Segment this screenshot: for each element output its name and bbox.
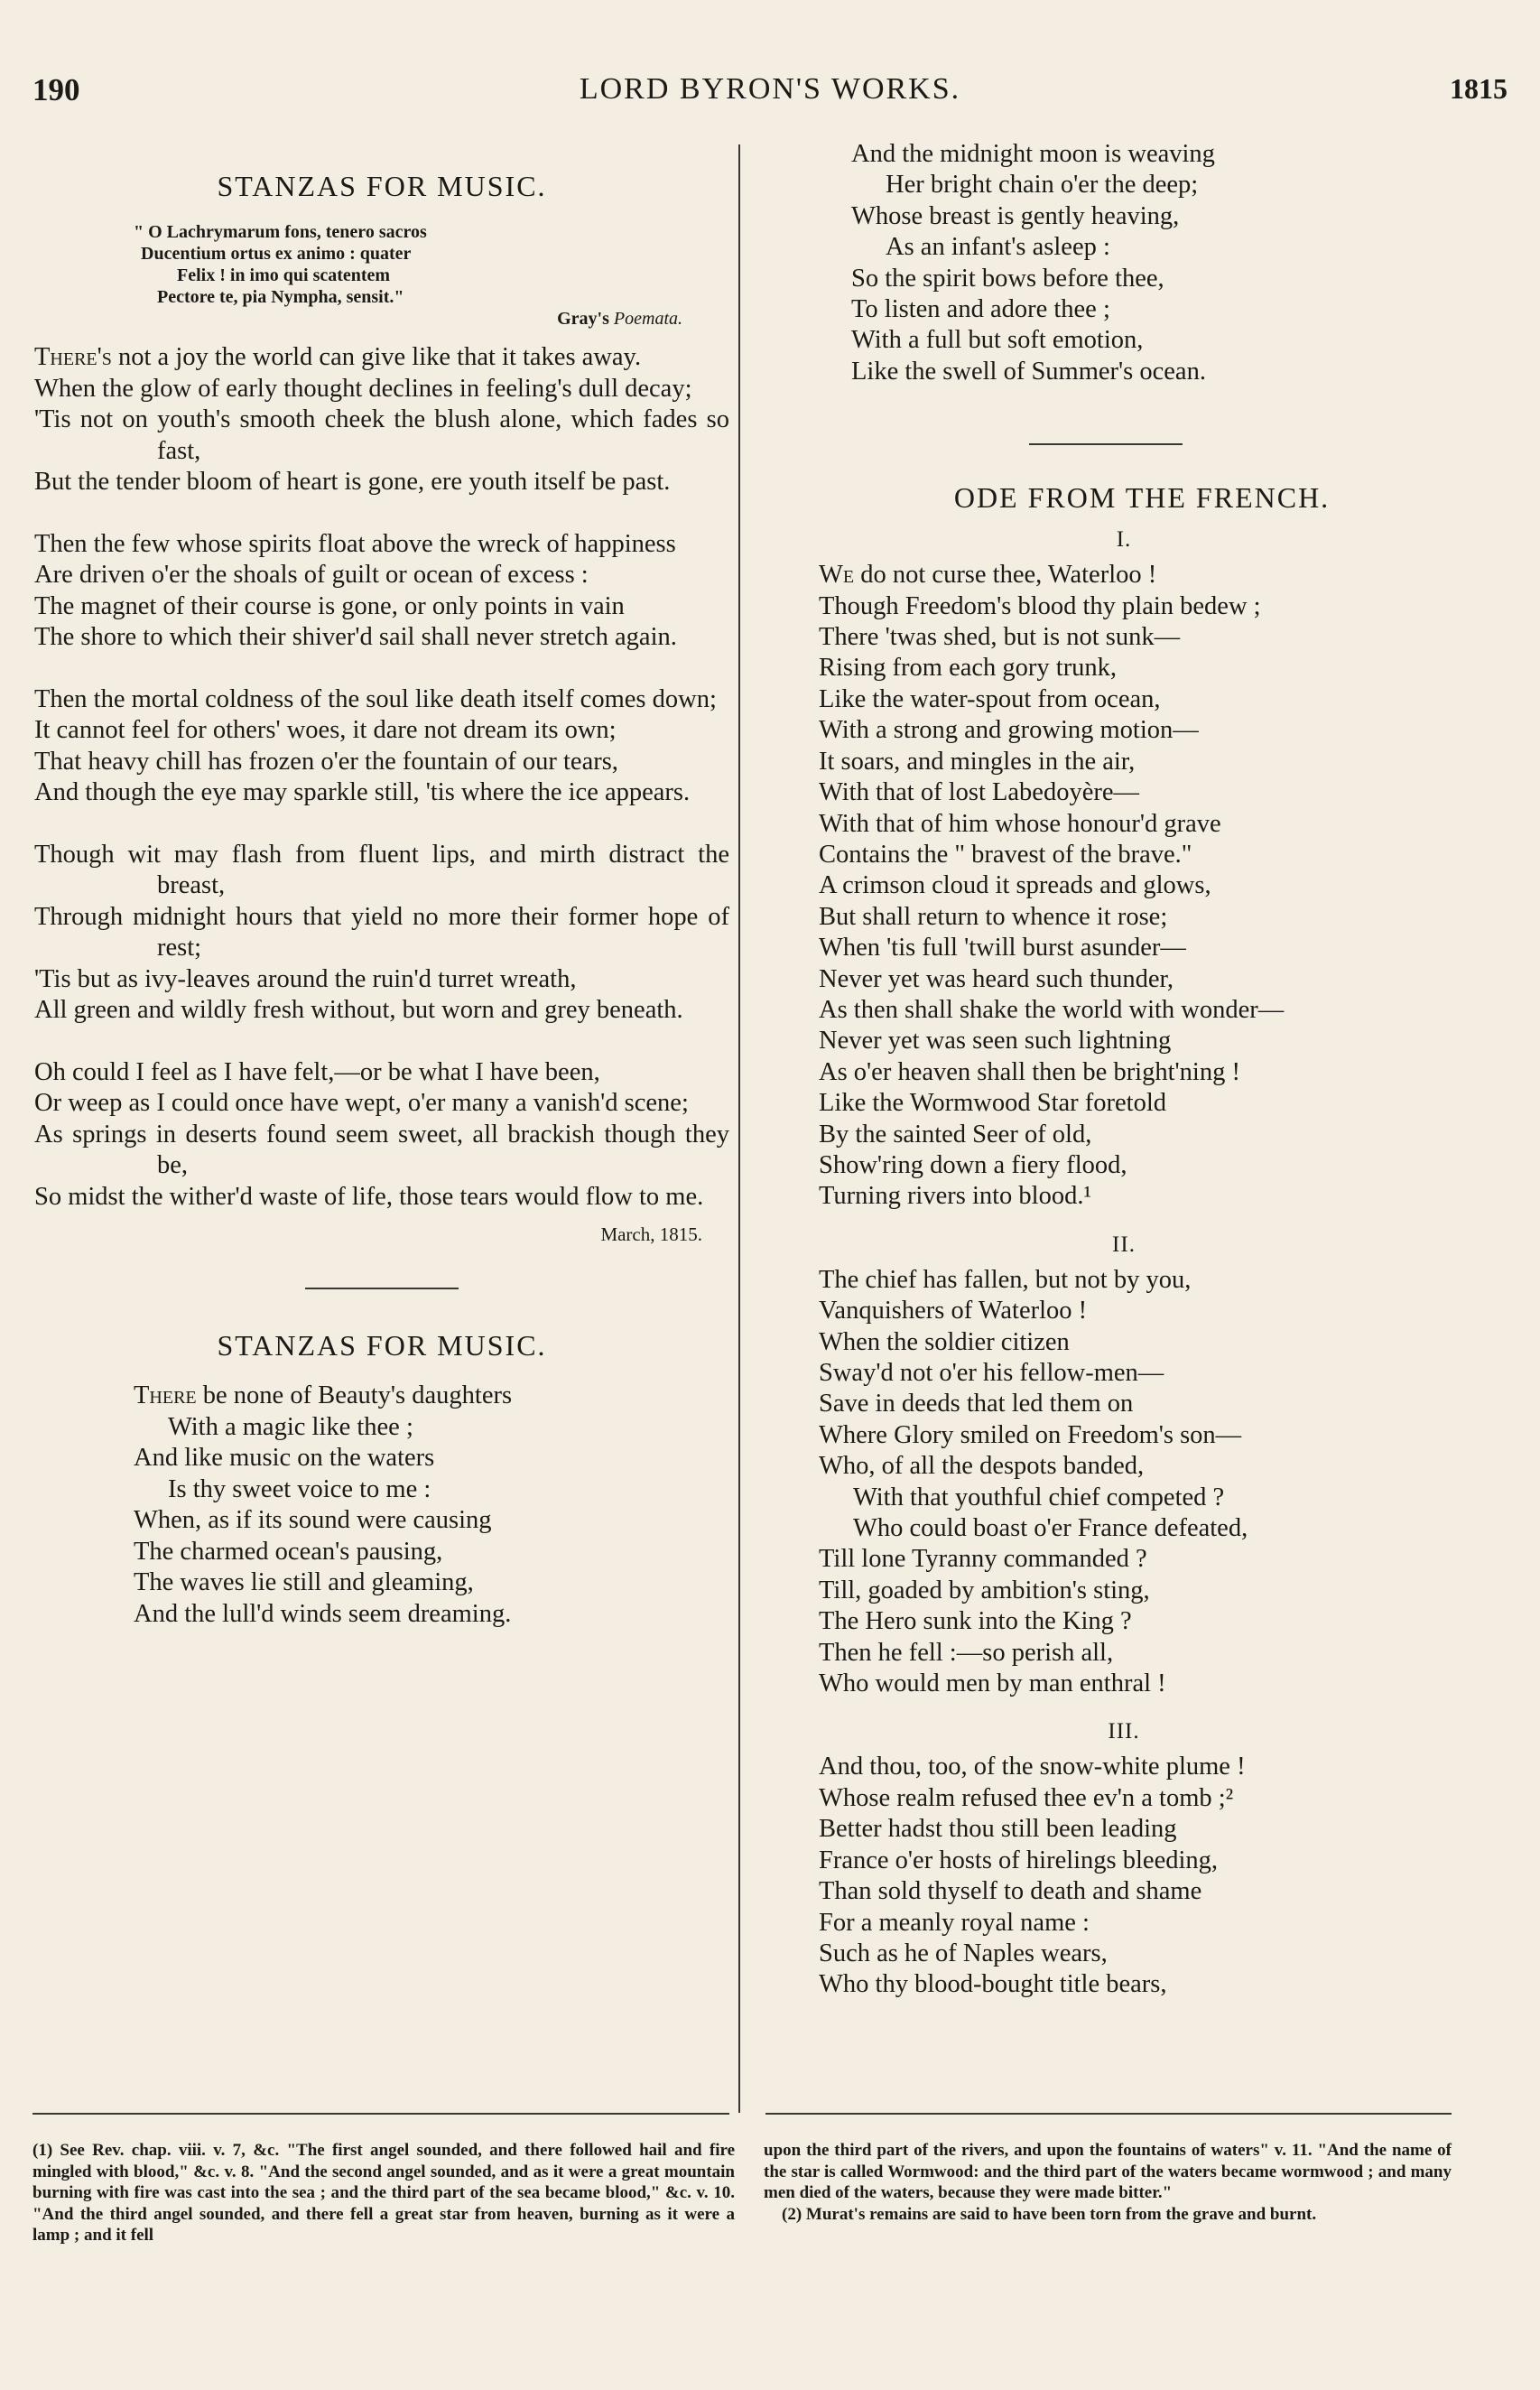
verse-line: As springs in deserts found seem sweet, all brackish though they be, (34, 1120, 729, 1179)
poem-title: ODE FROM THE FRENCH. (953, 481, 1331, 515)
verse-line: For a meanly royal name : (819, 1908, 1090, 1937)
verse-line: And like music on the waters (134, 1444, 435, 1472)
epigraph-line: Ducentium ortus ex animo : quater (141, 244, 412, 264)
verse-line: Where Glory smiled on Freedom's son— (819, 1420, 1242, 1449)
footnote-text: (2) Murat's remains are said to have been torn from the grave and burnt. (782, 2204, 1317, 2224)
verse-line: It soars, and mingles in the air, (819, 747, 1136, 776)
verse-line: Who would men by man enthral ! (819, 1669, 1166, 1698)
verse-line: Vanquishers of Waterloo ! (819, 1297, 1088, 1325)
verse-line: Turning rivers into blood.¹ (819, 1182, 1092, 1211)
stanza (34, 684, 729, 809)
verse-line: With a full but soft emotion, (851, 326, 1144, 355)
stanza (34, 342, 729, 498)
left-column (34, 141, 729, 1630)
verse-line: With that youthful chief competed ? (853, 1483, 1225, 1511)
verse-line: Till, goaded by ambition's sting, (819, 1576, 1150, 1604)
verse-line: There 'twas shed, but is not sunk— (819, 623, 1181, 652)
verse-line: Or weep as I could once have wept, o'er many a vanish'd scene; (34, 1089, 689, 1117)
epigraph-source: Gray's Poemata. (557, 309, 682, 329)
verse-line: The charmed ocean's pausing, (134, 1537, 443, 1566)
ode-section (812, 1265, 1399, 1700)
epigraph-line: Pectore te, pia Nympha, sensit." (157, 287, 404, 307)
stanza (34, 529, 729, 654)
verse-line: With a strong and growing motion— (819, 716, 1199, 745)
verse-line: There be none of Beauty's daughters (134, 1381, 513, 1409)
verse-line: So midst the wither'd waste of life, those tears would flow to me. (34, 1182, 704, 1211)
verse-line: Who could boast o'er France defeated, (853, 1514, 1248, 1543)
verse-line: When, as if its sound were causing (134, 1506, 492, 1534)
verse-line: Then the mortal coldness of the soul like death itself comes down; (34, 684, 717, 713)
verse-line: France o'er hosts of hirelings bleeding, (819, 1846, 1219, 1874)
verse-line: Her bright chain o'er the deep; (886, 171, 1199, 200)
verse-line: The magnet of their course is gone, or only points in vain (34, 591, 625, 620)
page-number: 190 (32, 72, 80, 107)
verse-line: When 'tis full 'twill burst asunder— (819, 934, 1186, 963)
verse-line: As an infant's asleep : (886, 233, 1110, 262)
stanza (34, 1057, 729, 1214)
verse-line: Show'ring down a fiery flood, (819, 1150, 1127, 1179)
verse-line: But the tender bloom of heart is gone, ere youth itself be past. (34, 468, 671, 496)
verse-line: By the sainted Seer of old, (819, 1120, 1092, 1149)
verse-line: Better hadst thou still been leading (819, 1815, 1177, 1844)
verse-line: With that of him whose honour'd grave (819, 809, 1221, 838)
verse-line: Rising from each gory trunk, (819, 654, 1118, 683)
verse-line: Whose breast is gently heaving, (851, 201, 1180, 230)
poem-title: STANZAS FOR MUSIC. (217, 1329, 547, 1362)
verse-line: All green and wildly fresh without, but worn and grey beneath. (34, 996, 683, 1024)
verse-line: And though the eye may sparkle still, 'tis where the ice appears. (34, 778, 691, 806)
verse-line: Who, of all the despots banded, (819, 1452, 1145, 1481)
verse-line: Never yet was heard such thunder, (819, 964, 1174, 993)
verse-line: Till lone Tyranny commanded ? (819, 1545, 1147, 1574)
verse-line: A crimson cloud it spreads and glows, (819, 871, 1211, 900)
verse-line: Like the water-spout from ocean, (819, 684, 1161, 713)
verse-line: When the soldier citizen (819, 1327, 1070, 1356)
verse-line: Than sold thyself to death and shame (819, 1877, 1202, 1906)
verse-line: Then the few whose spirits float above the wreck of happiness (34, 529, 676, 558)
verse-line: Contains the " bravest of the brave." (819, 840, 1192, 869)
verse-line: To listen and adore thee ; (851, 295, 1110, 324)
epigraph (34, 221, 729, 330)
footnote-rule (765, 2113, 1452, 2115)
verse-line: Is thy sweet voice to me : (168, 1474, 431, 1503)
verse-line: 'Tis not on youth's smooth cheek the blush alone, which fades so fast, (34, 405, 729, 465)
verse-line: As o'er heaven shall then be bright'ning ! (819, 1057, 1240, 1086)
footnote-rule (32, 2113, 729, 2115)
poem-body (34, 1381, 729, 1630)
verse-line: Like the swell of Summer's ocean. (851, 357, 1206, 386)
verse-line: 'Tis but as ivy-leaves around the ruin'd turret wreath, (34, 964, 577, 993)
verse-line: We do not curse thee, Waterloo ! (819, 561, 1157, 590)
verse-line: That heavy chill has frozen o'er the fountain of our tears, (34, 747, 618, 776)
poem-date: March, 1815. (600, 1223, 702, 1245)
poem-title: STANZAS FOR MUSIC. (217, 170, 547, 202)
epigraph-line: Felix ! in imo qui scatentem (177, 265, 391, 285)
verse-line: The chief has fallen, but not by you, (819, 1265, 1192, 1294)
verse-line: The Hero sunk into the King ? (819, 1607, 1132, 1636)
verse-line: Sway'd not o'er his fellow-men— (819, 1359, 1164, 1387)
verse-line: Are driven o'er the shoals of guilt or ocean of excess : (34, 561, 589, 589)
verse-line: And the lull'd winds seem dreaming. (134, 1599, 512, 1628)
verse-line: But shall return to whence it rose; (819, 902, 1168, 931)
verse-line: As then shall shake the world with wonder— (819, 995, 1285, 1024)
verse-line: Who thy blood-bought title bears, (819, 1970, 1167, 1999)
verse-line: Like the Wormwood Star foretold (819, 1089, 1167, 1118)
verse-line: The waves lie still and gleaming, (134, 1568, 474, 1596)
verse-line: Such as he of Naples wears, (819, 1939, 1108, 1967)
stanza (34, 840, 729, 1027)
right-column (812, 139, 1399, 2001)
header-year: 1815 (1450, 72, 1508, 105)
footnote-text: (1) See Rev. chap. viii. v. 7, &c. "The first angel sounded, and there followed hail and fire mingled with blood," &c. v. 8. "And the second angel sounded, and as it were a great mountain burning with fire was cast into the sea ; and the third part of the sea became blood," &c. v. 10. "And the third angel sounded, and there fell a great star from heaven, burning as it were a lamp ; and it fell (32, 2141, 735, 2245)
section-divider (305, 1288, 459, 1289)
verse-line: With a magic like thee ; (168, 1412, 413, 1441)
verse-line: Never yet was seen such lightning (819, 1027, 1172, 1056)
footnote-right (764, 2140, 1452, 2225)
verse-line: And the midnight moon is weaving (851, 140, 1215, 168)
footnote-left (32, 2140, 735, 2246)
verse-line: The shore to which their shiver'd sail shall never stretch again. (34, 623, 677, 651)
section-number: III. (1108, 1719, 1140, 1744)
verse-line: Though wit may flash from fluent lips, and mirth distract the breast, (34, 840, 729, 899)
verse-line: Though Freedom's blood thy plain bedew ; (819, 591, 1261, 620)
verse-line: When the glow of early thought declines in feeling's dull decay; (34, 374, 692, 403)
section-number: I. (1116, 527, 1132, 553)
verse-line: Save in deeds that led them on (819, 1390, 1134, 1418)
epigraph-line: " O Lachrymarum fons, tenero sacros (134, 222, 427, 242)
verse-line: So the spirit bows before thee, (851, 264, 1164, 293)
section-number: II. (1112, 1232, 1136, 1257)
verse-line: It cannot feel for others' woes, it dare not dream its own; (34, 716, 617, 744)
footnote-text: upon the third part of the rivers, and upon the fountains of waters" v. 11. "And the name of the star is called Wormwood: and the third part of the waters became wormwood ; and many men died of the waters, because they were made bitter." (764, 2141, 1452, 2202)
running-header (32, 72, 1508, 117)
verse-line: Through midnight hours that yield no more their former hope of rest; (34, 902, 729, 962)
section-divider (1029, 443, 1183, 445)
ode-section (812, 560, 1399, 1213)
verse-line: And thou, too, of the snow-white plume ! (819, 1753, 1246, 1781)
verse-line: There's not a joy the world can give like that it takes away. (34, 343, 642, 371)
column-divider (738, 144, 740, 2113)
verse-line: With that of lost Labedoyère— (819, 778, 1139, 807)
verse-line: Then he fell :—so perish all, (819, 1638, 1114, 1667)
verse-line: Oh could I feel as I have felt,—or be what I have been, (34, 1057, 600, 1086)
verse-line: Whose realm refused thee ev'n a tomb ;² (819, 1783, 1234, 1812)
poem-continuation (812, 139, 1399, 387)
ode-section (812, 1752, 1399, 2000)
running-title: LORD BYRON'S WORKS. (579, 72, 961, 106)
